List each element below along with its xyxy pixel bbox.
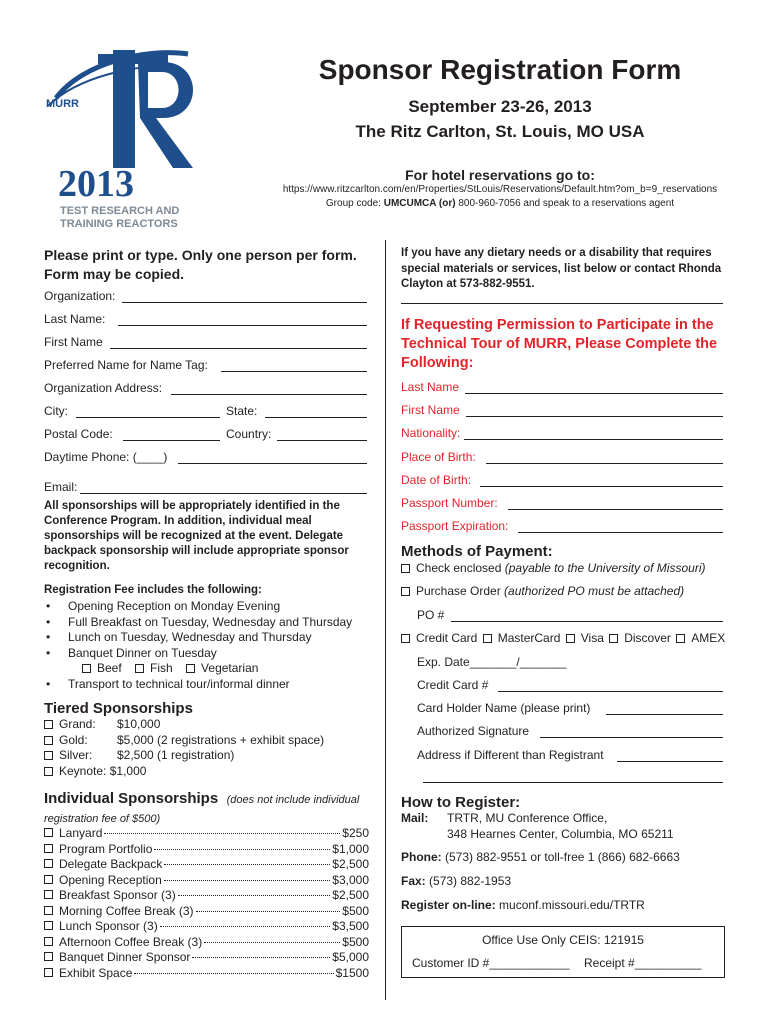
individual-checkbox[interactable] xyxy=(44,921,53,930)
discover-checkbox[interactable] xyxy=(609,634,618,643)
check-option[interactable] xyxy=(401,560,705,576)
address-diff-field[interactable] xyxy=(417,747,604,763)
country-label: Country: xyxy=(226,427,272,441)
individual-item[interactable]: Delegate Backpack $2,500 xyxy=(44,857,369,873)
card-holder-line[interactable] xyxy=(606,714,723,715)
mastercard-checkbox[interactable] xyxy=(483,634,492,643)
how-to-register-heading: How to Register: xyxy=(401,794,521,811)
address-diff-line-2[interactable] xyxy=(423,782,723,783)
email-field[interactable] xyxy=(44,479,77,495)
tour-heading: If Requesting Permission to Participate in the Technical Tour of MURR, Please Complete the Following: xyxy=(401,317,718,371)
nationality-field[interactable] xyxy=(401,425,460,441)
hotel-heading: For hotel reservations go to: xyxy=(405,167,595,183)
preferred-name-label: Preferred Name for Name Tag: xyxy=(44,358,208,372)
phone-field[interactable] xyxy=(44,449,167,465)
individual-item[interactable]: Program Portfolio $1,000 xyxy=(44,842,369,858)
postal-line[interactable] xyxy=(123,440,220,441)
murr-label: MURR xyxy=(46,98,79,110)
mastercard-label: MasterCard xyxy=(497,631,561,645)
tour-last-name-line[interactable] xyxy=(465,393,723,394)
passport-number-line[interactable] xyxy=(508,509,723,510)
online-url-link[interactable]: muconf.missouri.edu/TRTR xyxy=(495,898,645,912)
date-of-birth-label: Date of Birth: xyxy=(401,473,472,487)
organization-line[interactable] xyxy=(122,302,367,303)
individual-checkbox[interactable] xyxy=(44,859,53,868)
fee-item: • Full Breakfast on Tuesday, Wednesday and Thursday xyxy=(46,614,353,629)
card-holder-field[interactable] xyxy=(417,700,590,716)
po-number-label: PO # xyxy=(417,608,445,622)
customer-id-field[interactable]: Customer ID #____________ xyxy=(412,956,570,970)
signature-line[interactable] xyxy=(540,737,723,738)
event-dates: September 23-26, 2013 xyxy=(408,97,592,116)
org-address-line[interactable] xyxy=(171,394,367,395)
individual-item[interactable]: Opening Reception $3,000 xyxy=(44,873,369,889)
office-ceis: Office Use Only CEIS: 121915 xyxy=(482,933,644,947)
card-options xyxy=(401,630,725,646)
phone-info-label: Phone: xyxy=(401,850,442,864)
individual-checkbox[interactable] xyxy=(44,952,53,961)
individual-checkbox[interactable] xyxy=(44,968,53,977)
mail-line2: 348 Hearnes Center, Columbia, MO 65211 xyxy=(447,827,674,841)
tour-last-name-label: Last Name xyxy=(401,380,460,394)
individual-item[interactable]: Morning Coffee Break (3) $500 xyxy=(44,904,369,920)
email-label: Email: xyxy=(44,480,78,494)
individual-item[interactable]: Lunch Sponsor (3) $3,500 xyxy=(44,919,369,935)
meal-options xyxy=(44,661,384,677)
state-line[interactable] xyxy=(265,417,367,418)
email-line[interactable] xyxy=(80,493,367,494)
fish-checkbox[interactable] xyxy=(135,664,144,673)
visa-label: Visa xyxy=(580,631,604,645)
city-line[interactable] xyxy=(76,417,220,418)
page-title: Sponsor Registration Form xyxy=(318,54,682,85)
first-name-label: First Name xyxy=(44,335,103,349)
fax-label: Fax: xyxy=(401,874,426,888)
passport-expiration-field[interactable] xyxy=(401,518,508,534)
intro-instructions: Please print or type. Only one person per form. Form may be copied. xyxy=(44,247,357,282)
signature-label: Authorized Signature xyxy=(417,724,530,738)
place-of-birth-label: Place of Birth: xyxy=(401,450,476,464)
fee-item: • Opening Reception on Monday Evening xyxy=(46,599,281,613)
place-of-birth-line[interactable] xyxy=(486,463,723,464)
city-label: City: xyxy=(44,404,68,418)
tier-checkbox[interactable] xyxy=(44,720,53,729)
last-name-label: Last Name: xyxy=(44,312,106,326)
organization-field[interactable] xyxy=(44,288,115,304)
po-option[interactable] xyxy=(401,583,684,599)
last-name-line[interactable] xyxy=(118,325,367,326)
mail-label: Mail: xyxy=(401,811,429,825)
tier-checkbox[interactable] xyxy=(44,751,53,760)
organization-label: Organization: xyxy=(44,289,116,303)
card-number-label: Credit Card # xyxy=(417,678,489,692)
tour-first-name-line[interactable] xyxy=(466,416,723,417)
credit-card-label: Credit Card xyxy=(416,631,478,645)
group-code-phone: 800-960-7056 and speak to a reservations agent xyxy=(458,198,675,209)
individual-checkbox[interactable] xyxy=(44,937,53,946)
state-label: State: xyxy=(226,404,258,418)
fee-item: • Banquet Dinner on Tuesday xyxy=(46,645,217,660)
tier-item[interactable]: Keynote: $1,000 xyxy=(44,764,324,780)
logo-year: 2013 xyxy=(58,163,134,205)
postal-field[interactable] xyxy=(44,426,113,442)
nationality-label: Nationality: xyxy=(401,426,461,440)
nationality-line[interactable] xyxy=(464,439,723,440)
phone-number: (573) 882-9551 or toll-free 1 (866) 682-6663 xyxy=(441,850,680,864)
country-line[interactable] xyxy=(277,440,367,441)
individual-list xyxy=(44,826,369,981)
discover-label: Discover xyxy=(624,631,671,645)
po-checkbox[interactable] xyxy=(401,587,410,596)
tour-last-name-field[interactable] xyxy=(401,379,459,395)
beef-label: Beef xyxy=(97,661,122,675)
individual-item[interactable]: Afternoon Coffee Break (3) $500 xyxy=(44,935,369,951)
card-number-field[interactable] xyxy=(417,677,488,693)
phone-line[interactable] xyxy=(178,463,367,464)
group-code-line xyxy=(250,198,750,209)
tier-list xyxy=(44,717,324,779)
fish-label: Fish xyxy=(150,661,173,675)
tier-item[interactable]: Silver: $2,500 (1 registration) xyxy=(44,748,324,764)
last-name-field[interactable] xyxy=(44,311,105,327)
office-use-box xyxy=(401,926,725,978)
individual-heading: Individual Sponsorships xyxy=(44,790,219,807)
po-number-line[interactable] xyxy=(451,621,723,622)
tiered-heading: Tiered Sponsorships xyxy=(44,700,193,717)
first-name-line[interactable] xyxy=(110,348,367,349)
passport-number-field[interactable] xyxy=(401,495,498,511)
po-number-field[interactable] xyxy=(417,607,444,623)
preferred-name-field[interactable] xyxy=(44,357,208,373)
country-field[interactable] xyxy=(226,426,271,442)
group-code-label: Group code: xyxy=(325,198,381,209)
payment-heading: Methods of Payment: xyxy=(401,543,553,560)
place-of-birth-field[interactable] xyxy=(401,449,476,465)
individual-item[interactable]: Banquet Dinner Sponsor $5,000 xyxy=(44,950,369,966)
hotel-url-link[interactable]: https://www.ritzcarlton.com/en/Properties/StLouis/Reservations/Default.htm?om_b=9_reservations xyxy=(282,184,718,195)
dietary-note: If you have any dietary needs or a disability that requires special materials or services, list below or contact Rhonda Clayton at 573-882-9551. xyxy=(401,247,722,290)
individual-item[interactable]: Breakfast Sponsor (3) $2,500 xyxy=(44,888,369,904)
credit-card-checkbox[interactable] xyxy=(401,634,410,643)
card-holder-label: Card Holder Name (please print) xyxy=(417,701,591,715)
tier-item[interactable]: Gold: $5,000 (2 registrations + exhibit space) xyxy=(44,733,324,749)
po-note: (authorized PO must be attached) xyxy=(504,584,685,598)
individual-note: (does not include individual registration fee of $500) xyxy=(44,794,360,825)
individual-heading-block xyxy=(44,790,374,828)
mail-line1: TRTR, MU Conference Office, xyxy=(447,811,608,825)
date-of-birth-line[interactable] xyxy=(480,486,723,487)
logo-line1: TEST RESEARCH AND xyxy=(60,205,180,217)
tour-first-name-field[interactable] xyxy=(401,402,460,418)
check-label: Check enclosed xyxy=(416,561,502,575)
individual-item[interactable]: Lanyard $250 xyxy=(44,826,369,842)
group-code-value: UMCUMCA (or) xyxy=(383,198,456,209)
logo-line2: TRAINING REACTORS xyxy=(60,218,178,230)
address-diff-label: Address if Different than Registrant xyxy=(417,748,604,762)
amex-label: AMEX xyxy=(691,631,726,645)
tier-checkbox[interactable] xyxy=(44,736,53,745)
card-number-line[interactable] xyxy=(498,691,723,692)
vegetarian-checkbox[interactable] xyxy=(186,664,195,673)
exp-date-field[interactable]: Exp. Date_______/_______ xyxy=(417,655,567,669)
phone-info xyxy=(401,850,680,866)
tier-checkbox[interactable] xyxy=(44,767,53,776)
date-of-birth-field[interactable] xyxy=(401,472,471,488)
event-venue: The Ritz Carlton, St. Louis, MO USA xyxy=(355,122,645,141)
tier-item[interactable]: Grand: $10,000 xyxy=(44,717,324,733)
amex-checkbox[interactable] xyxy=(676,634,685,643)
sponsorship-recognition-note: All sponsorships will be appropriately identified in the Conference Program. In addition, individual meal sponsorships will be recognized at the event. Delegate backpack sponsorship will include appropriate sponsor recognition. xyxy=(44,500,349,572)
receipt-field[interactable]: Receipt #__________ xyxy=(584,956,702,970)
tour-first-name-label: First Name xyxy=(401,403,460,417)
mail-info xyxy=(401,811,674,841)
individual-item[interactable]: Exhibit Space $1500 xyxy=(44,966,369,982)
passport-expiration-line[interactable] xyxy=(518,532,723,533)
check-note: (payable to the University of Missouri) xyxy=(504,561,706,575)
visa-checkbox[interactable] xyxy=(566,634,575,643)
individual-checkbox[interactable] xyxy=(44,906,53,915)
trtr-2013-logo xyxy=(38,40,228,230)
phone-label: Daytime Phone: (____) xyxy=(44,450,168,464)
passport-number-label: Passport Number: xyxy=(401,496,498,510)
online-label: Register on-line: xyxy=(401,898,496,912)
online-info xyxy=(401,898,645,914)
column-divider xyxy=(385,240,386,1000)
individual-checkbox[interactable] xyxy=(44,828,53,837)
state-field[interactable] xyxy=(226,403,257,419)
org-address-label: Organization Address: xyxy=(44,381,163,395)
individual-checkbox[interactable] xyxy=(44,875,53,884)
dietary-line[interactable] xyxy=(401,303,723,304)
vegetarian-label: Vegetarian xyxy=(201,661,259,675)
po-label: Purchase Order xyxy=(416,584,501,598)
postal-label: Postal Code: xyxy=(44,427,113,441)
fee-item: • Lunch on Tuesday, Wednesday and Thursday xyxy=(46,630,312,644)
first-name-field[interactable] xyxy=(44,334,103,350)
city-field[interactable] xyxy=(44,403,68,419)
passport-expiration-label: Passport Expiration: xyxy=(401,519,509,533)
fax-info xyxy=(401,874,511,890)
individual-checkbox[interactable] xyxy=(44,844,53,853)
address-diff-line[interactable] xyxy=(617,761,723,762)
beef-checkbox[interactable] xyxy=(82,664,91,673)
preferred-name-line[interactable] xyxy=(221,371,367,372)
individual-checkbox[interactable] xyxy=(44,890,53,899)
fee-list xyxy=(44,599,384,692)
org-address-field[interactable] xyxy=(44,380,162,396)
check-checkbox[interactable] xyxy=(401,564,410,573)
fee-heading: Registration Fee includes the following: xyxy=(44,584,262,596)
fee-item: • Transport to technical tour/informal dinner xyxy=(46,676,290,691)
fax-number: (573) 882-1953 xyxy=(425,874,512,888)
signature-field[interactable] xyxy=(417,723,529,739)
